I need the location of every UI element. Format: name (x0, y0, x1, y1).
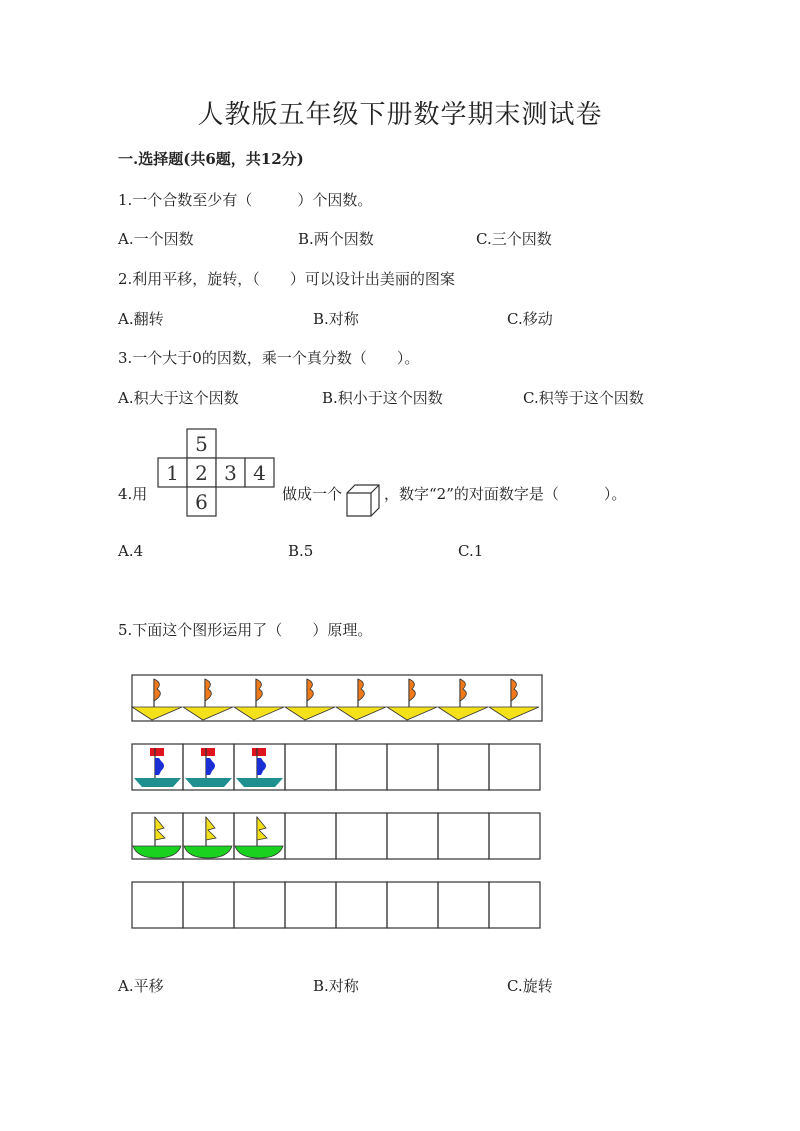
question-2-option-b: B.对称 (313, 310, 359, 328)
net-number-3: 3 (224, 461, 237, 485)
cube-net-figure (158, 428, 276, 520)
boat-orange-8 (489, 679, 539, 720)
question-2-stem: 2.利用平移，旋转，（ ）可以设计出美丽的图案 (118, 270, 455, 288)
pattern-row-4 (132, 882, 540, 928)
pattern-grid-figure (130, 673, 546, 931)
question-1-option-c: C.三个因数 (476, 230, 552, 248)
net-number-6: 6 (195, 490, 208, 514)
question-5-option-c: C.旋转 (507, 977, 553, 995)
boat-orange-3 (234, 679, 284, 720)
question-5-stem: 5.下面这个图形运用了（ ）原理。 (118, 621, 373, 639)
net-number-2: 2 (195, 461, 208, 485)
question-4-stem-middle: 做成一个 (282, 485, 343, 503)
section-heading: 一.选择题(共6题，共12分) (118, 150, 304, 168)
cube-icon (345, 482, 381, 518)
question-5-option-b: B.对称 (313, 977, 359, 995)
question-2-option-a: A.翻转 (118, 310, 164, 328)
net-number-1: 1 (166, 461, 179, 485)
question-3-option-c: C.积等于这个因数 (523, 389, 644, 407)
boat-orange-5 (336, 679, 386, 720)
boat-orange-6 (387, 679, 437, 720)
question-1-stem: 1.一个合数至少有（ ）个因数。 (118, 191, 373, 209)
boat-orange-7 (438, 679, 488, 720)
boat-orange-1 (132, 679, 182, 720)
question-4-option-c: C.1 (458, 542, 484, 560)
net-number-4: 4 (253, 461, 266, 485)
question-4-stem-suffix: ，数字“2”的对面数字是（ ）。 (384, 485, 627, 503)
boat-blue-3 (236, 748, 283, 787)
boat-orange-4 (285, 679, 335, 720)
boat-orange-2 (183, 679, 233, 720)
boat-blue-2 (185, 748, 232, 787)
net-number-5: 5 (195, 432, 208, 456)
question-3-option-a: A.积大于这个因数 (118, 389, 239, 407)
question-4-option-b: B.5 (288, 542, 314, 560)
page-title: 人教版五年级下册数学期末测试卷 (197, 100, 603, 130)
question-2-option-c: C.移动 (507, 310, 553, 328)
question-1-option-b: B.两个因数 (298, 230, 374, 248)
question-4-stem-prefix: 4.用 (118, 485, 148, 503)
question-1-option-a: A.一个因数 (118, 230, 194, 248)
question-5-option-a: A.平移 (118, 977, 164, 995)
question-3-stem: 3.一个大于0的因数，乘一个真分数（ ）。 (118, 349, 420, 367)
boat-green-2 (184, 817, 232, 858)
question-4-option-a: A.4 (118, 542, 144, 560)
question-3-option-b: B.积小于这个因数 (322, 389, 443, 407)
boat-blue-1 (134, 748, 181, 787)
boat-green-1 (133, 817, 181, 858)
boat-green-3 (235, 817, 283, 858)
